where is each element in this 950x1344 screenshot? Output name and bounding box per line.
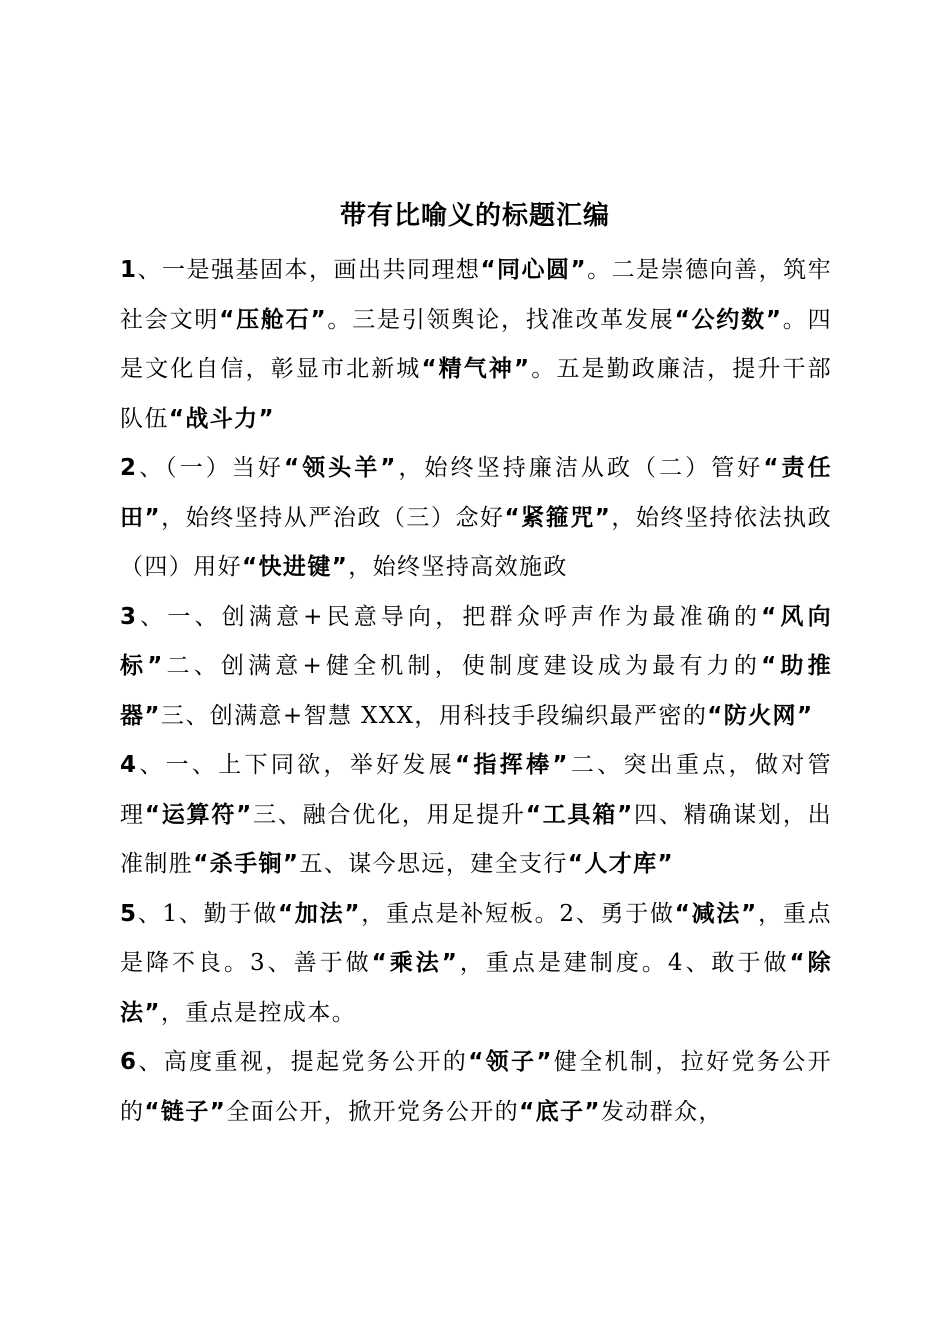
metaphor-term: “防火网” [707,702,814,729]
paragraph-number: 2 [120,455,138,481]
paragraph-text: 三、融合优化，用足提升 [252,801,526,828]
metaphor-term: “运算符” [144,801,253,828]
metaphor-term: “紧箍咒” [504,504,612,531]
paragraph-text: 二、创满意+健全机制，使制度建设成为最有力的 [163,653,762,679]
metaphor-term: “精气神” [421,356,531,382]
metaphor-term: “快进键” [242,554,349,580]
metaphor-term: “公约数” [674,306,783,333]
metaphor-term: “链子” [144,1098,227,1125]
metaphor-term: “除法” [120,950,832,1026]
paragraph-text: 、一、上下同欲，举好发展 [137,752,456,778]
paragraph-text: ，始终坚持依法执政（四）用好 [120,504,832,580]
metaphor-term: “领头羊” [283,455,397,481]
paragraph-text: 、高度重视，提起党务公开的 [137,1049,469,1075]
paragraph [120,444,832,593]
paragraph-text: 。四是文化自信，彰显市北新城 [120,306,832,382]
metaphor-term: “风向标” [120,603,832,679]
paragraph-text: 五、谋今思远，建全支行 [299,851,568,877]
paragraph-text: 。五是勤政廉洁，提升干部队伍 [120,356,832,432]
paragraph-number: 5 [120,900,138,927]
metaphor-term: “同心圆” [480,257,588,283]
paragraph-text: 、一是强基固本，画出共同理想 [137,257,481,283]
metaphor-term: “加法” [277,900,361,927]
paragraph-text: ，重点是建制度。4、敢于做 [458,950,790,976]
document-title: 带有比喻义的标题汇编 [339,201,610,231]
paragraph-text: 四、精确谋划，出准制胜 [120,801,833,877]
metaphor-term: “杀手锏” [193,851,300,877]
paragraph-text: ，始终坚持从严治政（三）念好 [161,504,505,531]
paragraph-text: 健全机制，拉好党务公开的 [120,1049,832,1125]
paragraph-text: 、1、勤于做 [137,900,278,927]
paragraph-number: 4 [120,752,138,778]
document-body [120,246,832,1137]
metaphor-term: “领子” [468,1049,553,1075]
paragraph-text: 全面公开，掀开党务公开的 [226,1098,520,1125]
metaphor-term: “人才库” [567,851,675,877]
paragraph [120,1038,832,1137]
paragraph [120,593,832,742]
paragraph-text: 。二是崇德向善，筑牢社会文明 [120,257,833,333]
paragraph-text: 、一、创满意+民意导向，把群众呼声作为最准确的 [137,603,762,630]
metaphor-term: “底子” [519,1098,601,1125]
paragraph-text: ，始终坚持高效施政 [348,554,568,580]
metaphor-term: “指挥棒” [455,752,569,778]
paragraph-number: 1 [120,257,138,283]
paragraph-number: 6 [120,1049,138,1075]
paragraph-text: 发动群众， [600,1098,723,1125]
paragraph [120,890,832,1039]
paragraph-text: 三、创满意+智慧 XXX，用科技手段编织最严密的 [160,702,708,729]
metaphor-term: “减法” [674,900,758,927]
metaphor-term: “责任田” [120,455,832,531]
paragraph [120,741,832,890]
paragraph-text: 、（一）当好 [137,455,284,481]
metaphor-term: “乘法” [371,950,459,976]
paragraph-text: 。三是引领舆论，找准改革发展 [327,306,675,333]
metaphor-term: “工具箱” [525,801,634,828]
paragraph-text: ，重点是补短板。2、勇于做 [360,900,675,927]
paragraph-text: ，重点是降不良。3、善于做 [120,900,832,976]
metaphor-term: “战斗力” [168,405,276,432]
paragraph-text: 二、突出重点，做对管理 [120,752,832,828]
paragraph [120,246,832,444]
paragraph-number: 3 [120,603,138,630]
paragraph-text: ，重点是控成本。 [160,999,357,1026]
metaphor-term: “助推器” [120,653,832,729]
metaphor-term: “压舱石” [219,306,328,333]
paragraph-text: ，始终坚持廉洁从政（二）管好 [396,455,764,481]
